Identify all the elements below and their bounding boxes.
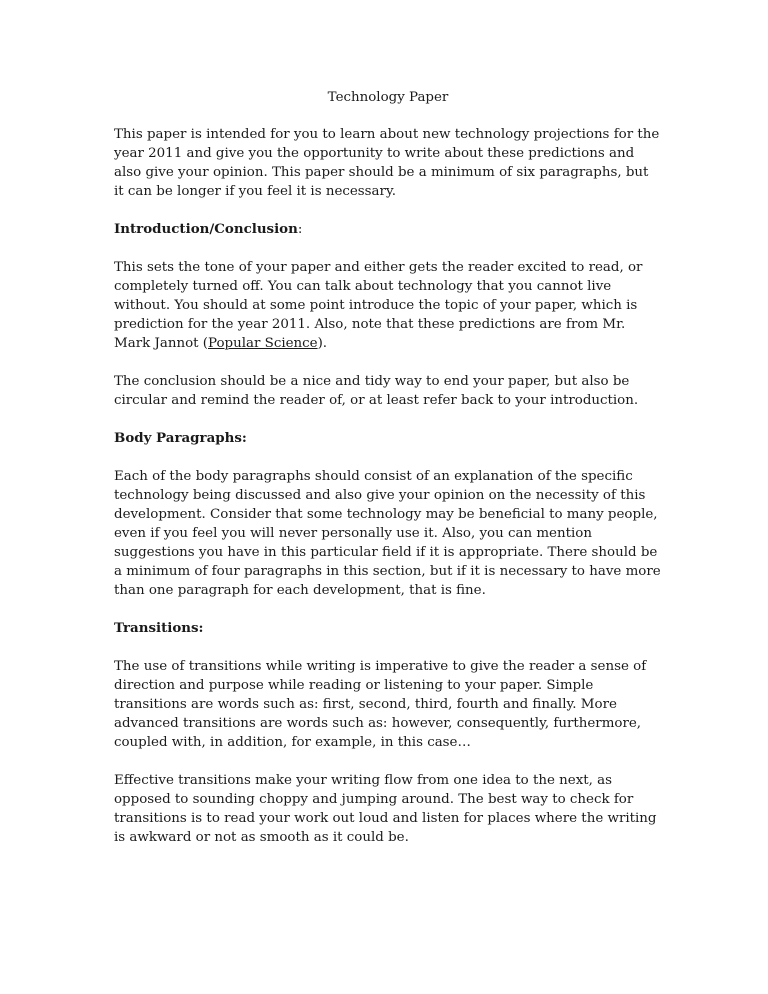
introduction-paragraph-text: This sets the tone of your paper and either gets the reader excited to read, or completely turned off. You can talk about technology that you cannot live without. You should at some point introduce the topic of your paper, which is prediction for the year 2011. Also, note that these predictions are from Mr. Mark Jannot ( xyxy=(114,260,643,351)
body-paragraph: Each of the body paragraphs should consist of an explanation of the specific technology being discussed and also give your opinion on the necessity of this development. Consider that some technology may be beneficial to many people, even if you feel you will never personally use it. Also, you can mention suggestions you have in this particular field if it is appropriate. There should be a minimum of four paragraphs in this section, but if it is necessary to have more than one paragraph for each development, that is fine. xyxy=(114,469,661,598)
popular-science-link[interactable]: Popular Science xyxy=(208,336,318,351)
intro-paragraph: This paper is intended for you to learn about new technology projections for the year 2011 and give you the opportunity to write about these predictions and also give your opinion. This paper should be a minimum of six paragraphs, but it can be longer if you feel it is necessary. xyxy=(114,127,660,199)
introduction-conclusion-heading xyxy=(114,220,662,239)
introduction-conclusion-heading-colon: : xyxy=(297,222,303,237)
conclusion-paragraph: The conclusion should be a nice and tidy way to end your paper, but also be circular and remind the reader of, or at least refer back to your introduction. xyxy=(114,374,639,408)
body-paragraphs-heading: Body Paragraphs: xyxy=(114,430,247,446)
transitions-heading: Transitions: xyxy=(114,620,204,636)
introduction-paragraph xyxy=(114,258,662,353)
transitions-paragraph-1: The use of transitions while writing is imperative to give the reader a sense of direction and purpose while reading or listening to your paper. Simple transitions are words such as: first, second, third, fourth and finally. More advanced transitions are words such as: however, consequently, furthermore, coupled with, in addition, for example, in this case… xyxy=(114,659,647,750)
document-page xyxy=(114,88,662,866)
introduction-conclusion-heading-text: Introduction/Conclusion xyxy=(114,221,298,237)
transitions-paragraph-2: Effective transitions make your writing flow from one idea to the next, as opposed to sounding choppy and jumping around. The best way to check for transitions is to read your work out loud and listen for places where the writing is awkward or not as smooth as it could be. xyxy=(114,773,657,845)
introduction-paragraph-end: ). xyxy=(317,336,328,351)
document-title: Technology Paper xyxy=(327,90,449,105)
